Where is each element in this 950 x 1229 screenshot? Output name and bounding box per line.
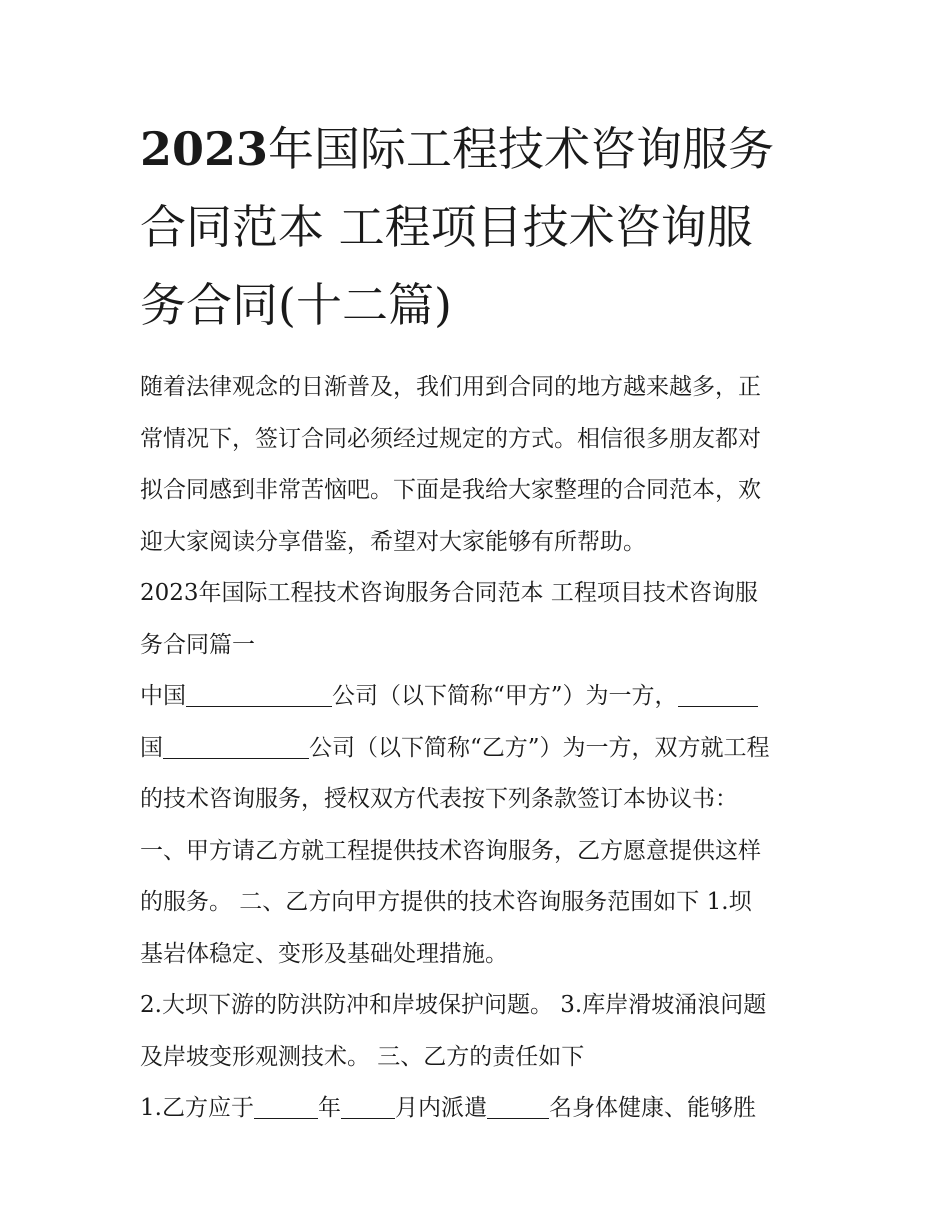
year-blank [254, 1094, 318, 1119]
document-title [140, 110, 820, 344]
clause-one-two [140, 826, 820, 981]
section-heading-line: 务合同篇一 [140, 631, 255, 658]
party-a-prefix: 中国 [140, 683, 186, 709]
clause-line: 基岩体稳定、变形及基础处理措施。 [140, 940, 508, 967]
party-a-blank [186, 682, 332, 707]
title-line1: 年国际工程技术咨询服务 [268, 122, 775, 176]
clause-responsibility [140, 1083, 820, 1135]
title-line2: 合同范本 工程项目技术咨询服 [140, 200, 753, 254]
party-b-blank [163, 733, 309, 758]
intro-line: 常情况下，签订合同必须经过规定的方式。相信很多朋友都对 [140, 425, 761, 452]
party-b-text: 公司（以下简称“乙方”）为一方，双方就工程 [309, 734, 770, 761]
title-line3: 务合同(十二篇) [140, 278, 452, 332]
clause-line: 的服务。 二、乙方向甲方提供的技术咨询服务范围如下 1.坝 [140, 889, 752, 915]
parties-closing: 的技术咨询服务，授权双方代表按下列条款签订本协议书： [140, 786, 738, 812]
year-label: 年 [317, 1095, 341, 1121]
document-page [140, 110, 820, 1135]
intro-line: 随着法律观念的日渐普及，我们用到合同的地方越来越多，正 [140, 374, 761, 400]
intro-line: 拟合同感到非常苦恼吧。下面是我给大家整理的合同范本，欢 [140, 477, 761, 503]
responsibility-prefix: 1.乙方应于 [140, 1095, 254, 1121]
title-year: 2023 [140, 122, 269, 176]
month-blank [341, 1094, 395, 1119]
party-b-country-blank [678, 682, 758, 707]
clause-line: 及岸坡变形观测技术。 三、乙方的责任如下 [140, 1043, 585, 1070]
party-a-text: 公司（以下简称“甲方”）为一方， [332, 683, 678, 709]
staff-count-blank [487, 1094, 549, 1119]
title-block [140, 110, 820, 344]
clause-scope-continued [140, 980, 820, 1083]
parties-paragraph [140, 671, 820, 826]
section-heading [140, 568, 820, 671]
section-heading-line: 2023年国际工程技术咨询服务合同范本 工程项目技术咨询服 [140, 580, 758, 606]
intro-line: 迎大家阅读分享借鉴，希望对大家能够有所帮助。 [140, 528, 646, 555]
month-label: 月内派遣 [394, 1095, 487, 1121]
clause-line: 一、甲方请乙方就工程提供技术咨询服务，乙方愿意提供这样 [140, 837, 761, 864]
responsibility-rest: 名身体健康、能够胜 [548, 1095, 756, 1121]
party-b-prefix: 国 [140, 734, 163, 761]
clause-line: 2.大坝下游的防洪防冲和岸坡保护问题。 3.库岸滑坡涌浪问题 [140, 992, 767, 1018]
intro-paragraph [140, 362, 820, 568]
